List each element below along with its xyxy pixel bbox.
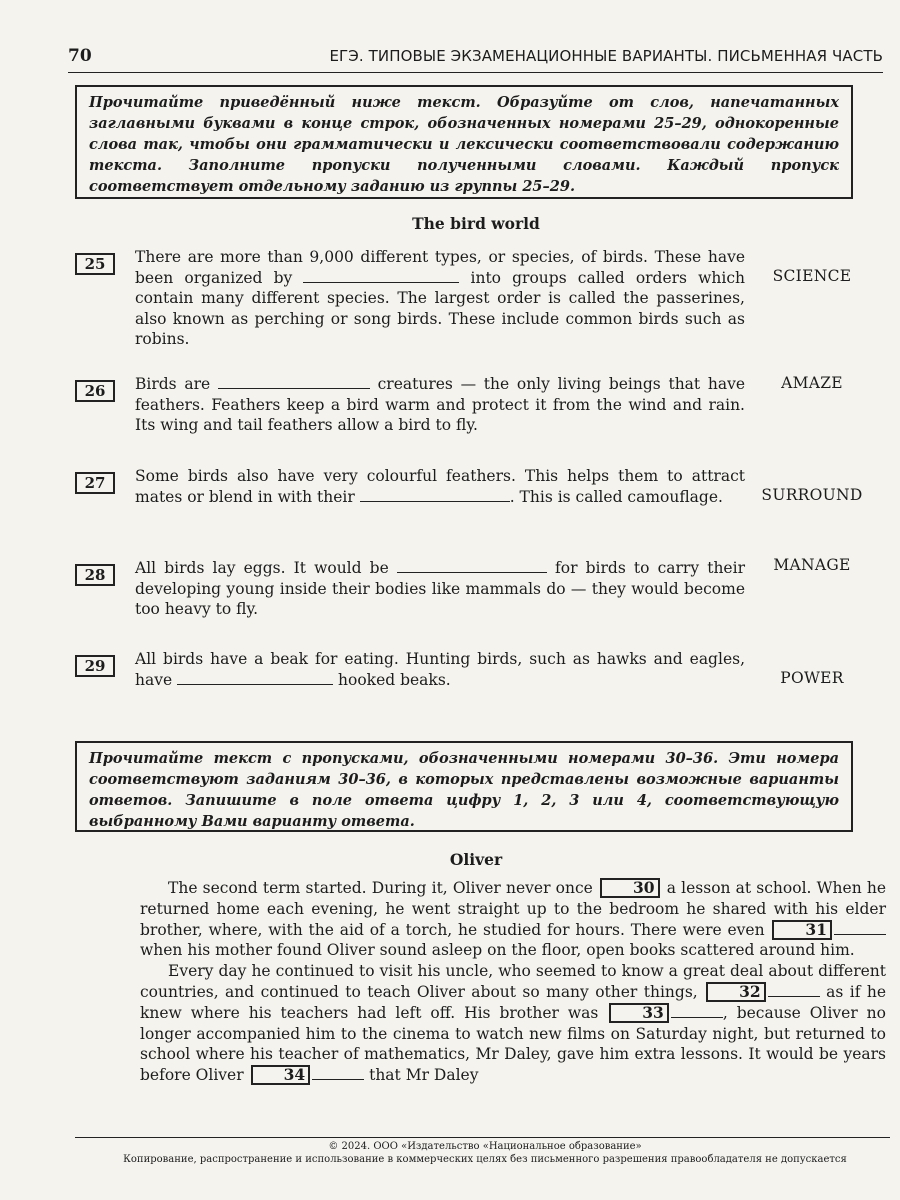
- gap-line: [312, 1065, 364, 1080]
- oliver-passage: [140, 878, 886, 1086]
- text-after-gap: hooked beaks.: [338, 670, 451, 689]
- text-after-gap: creatures — the only living beings that have feathers. Feathers keep a bird warm and protect it from the wind and rain. Its wing and tail feathers allow a bird to fly.: [135, 375, 745, 434]
- answer-blank[interactable]: [303, 268, 459, 283]
- text-after-gap: into groups called orders which contain many different species. The largest order is called the passerines, also known as perching or song birds. These include common birds such as robins.: [135, 268, 745, 348]
- text-before-gap: All birds have a beak for eating. Hunting birds, such as hawks and eagles, have: [135, 650, 745, 689]
- running-title: ЕГЭ. ТИПОВЫЕ ЭКЗАМЕНАЦИОННЫЕ ВАРИАНТЫ. ПИСЬМЕННАЯ ЧАСТЬ: [329, 47, 883, 65]
- text-after-gap: . This is called camouflage.: [509, 487, 723, 506]
- text: a lesson at school. When he returned home each evening, he went straight up to the bedroom he shared with his elder brother, where, with the aid of a torch, he studied for hours. There were even: [140, 879, 887, 939]
- task-text: [135, 649, 745, 690]
- text: Every day he continued to visit his uncle, who seemed to know a great deal about different countries, and continued to teach Oliver about so many other things,: [140, 962, 886, 1001]
- answer-blank[interactable]: [360, 487, 510, 502]
- answer-blank[interactable]: [177, 670, 333, 685]
- paragraph-1: [140, 878, 886, 961]
- section-title-bird-world: The bird world: [412, 214, 540, 233]
- paragraph-2: [140, 961, 886, 1086]
- answer-blank[interactable]: [218, 374, 370, 389]
- gap-34[interactable]: 34: [251, 1065, 311, 1085]
- task-number: 26: [75, 380, 115, 402]
- text: The second term started. During it, Oliver never once: [168, 879, 593, 897]
- text: that Mr Daley: [369, 1066, 479, 1085]
- task-number: 27: [75, 472, 115, 494]
- keyword: AMAZE: [781, 374, 843, 392]
- task-text: [135, 247, 745, 350]
- task-text: [135, 466, 745, 507]
- task-number: 25: [75, 253, 115, 275]
- page-header: [68, 44, 883, 73]
- copyright-notice: Копирование, распространение и использование в коммерческих целях без письменного разрешения правообладателя не допускается: [123, 1154, 847, 1165]
- text-before-gap: Some birds also have very colourful feathers. This helps them to attract mates or blend in with their: [135, 467, 745, 506]
- gap-32[interactable]: 32: [706, 982, 766, 1002]
- copyright-line: © 2024. ООО «Издательство «Национальное образование»: [328, 1141, 642, 1152]
- section-title-oliver: Oliver: [449, 850, 503, 869]
- instruction-box-30-36: Прочитайте текст с пропусками, обозначенными номерами 30–36. Эти номера соответствуют заданиям 30–36, в которых представлены возможные варианты ответов. Запишите в поле ответа цифру 1, 2, 3 или 4, соответствующую выбранному Вами варианту ответа.: [75, 741, 853, 832]
- task-number: 29: [75, 655, 115, 677]
- answer-blank[interactable]: [397, 558, 547, 573]
- gap-31[interactable]: 31: [772, 920, 832, 940]
- text-before-gap: There are more than 9,000 different types, or species, of birds. These have been organized by: [135, 248, 745, 287]
- text: when his mother found Oliver sound asleep on the floor, open books scattered around him.: [140, 941, 855, 960]
- gap-line: [768, 982, 820, 997]
- gap-line: [671, 1003, 723, 1018]
- text: as if he knew where his teachers had left off. His brother was: [140, 982, 886, 1022]
- task-text: [135, 558, 745, 620]
- keyword: SURROUND: [761, 486, 863, 504]
- text-before-gap: Birds are: [135, 375, 211, 393]
- gap-line: [834, 920, 886, 935]
- instruction-box-25-29: Прочитайте приведённый ниже текст. Образуйте от слов, напечатанных заглавными буквами в конце строк, обозначенных номерами 25–29, однокоренные слова так, чтобы они грамматически и лексически соответствовали содержанию текста. Заполните пропуски полученными словами. Каждый пропуск соответствует отдельному заданию из группы 25–29.: [75, 85, 853, 199]
- footer-divider: [75, 1137, 890, 1138]
- page-number: 70: [68, 46, 92, 66]
- gap-30[interactable]: 30: [600, 878, 660, 898]
- gap-33[interactable]: 33: [609, 1003, 669, 1023]
- text: , because Oliver no longer accompanied him to the cinema to watch new films on Saturday night, but returned to school where his teacher of mathematics, Mr Daley, gave him extra lessons. It would be years before Oliver: [140, 1003, 886, 1085]
- keyword: SCIENCE: [772, 267, 852, 285]
- task-text: [135, 374, 745, 436]
- keyword: POWER: [780, 669, 844, 687]
- text-after-gap: for birds to carry their developing young inside their bodies like mammals do — they would become too heavy to fly.: [135, 559, 745, 618]
- text-before-gap: All birds lay eggs. It would be: [135, 559, 389, 577]
- keyword: MANAGE: [773, 556, 851, 574]
- task-number: 28: [75, 564, 115, 586]
